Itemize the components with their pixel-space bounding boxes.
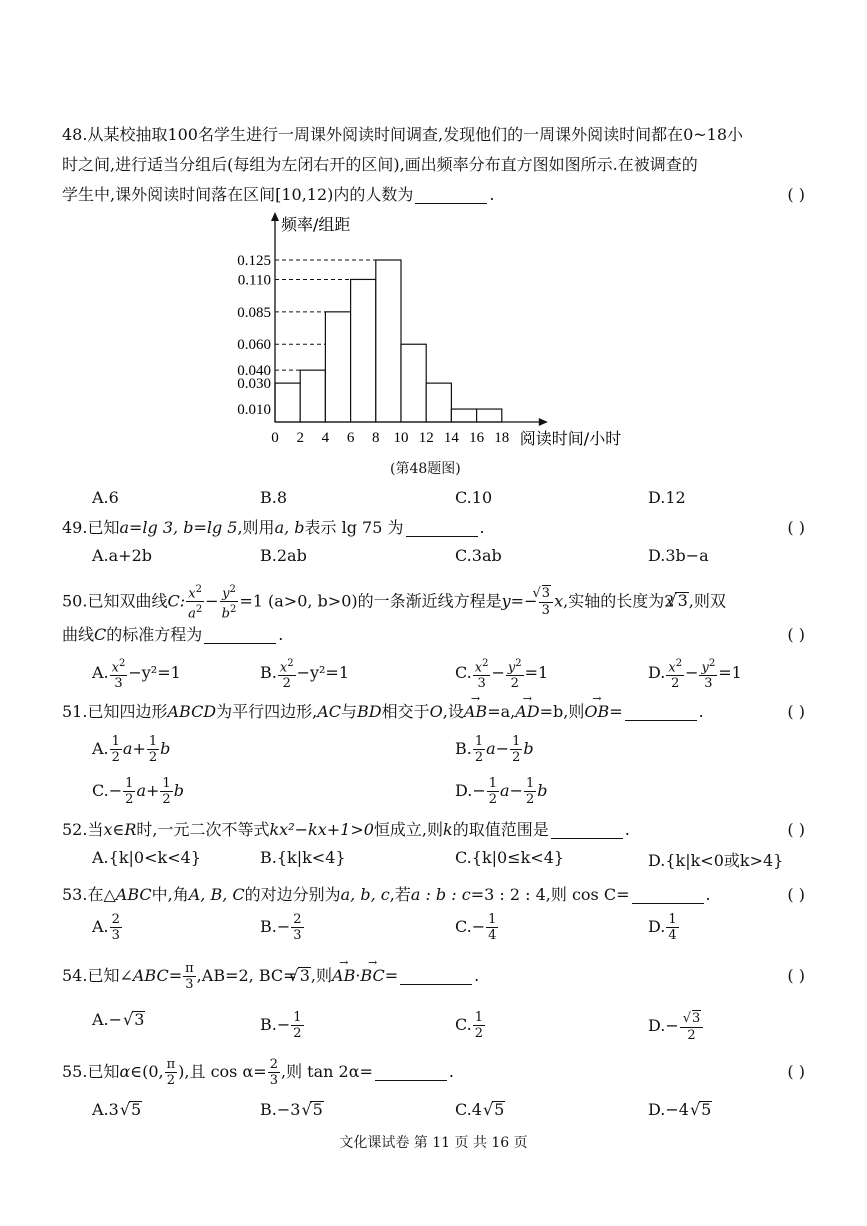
answer-blank	[625, 703, 697, 721]
histogram-bar	[477, 409, 502, 422]
answer-paren: ( )	[787, 625, 805, 644]
answer-paren: ( )	[787, 702, 805, 721]
y-tick-label: 0.040	[237, 363, 271, 380]
question-48	[62, 120, 807, 210]
question-51: 51.已知四边形ABCD为平行四边形,AC与BD相交于O,设→ AB=a,→ AD=b,则→ OB= . ( )	[62, 697, 807, 727]
histogram-bar	[426, 383, 451, 422]
x-axis-label: 阅读时间/小时	[519, 429, 622, 448]
q52-option-c: C.{k|0≤k<4}	[455, 848, 565, 867]
x-tick-label: 18	[494, 430, 510, 446]
q54-option-c: C. $\frac{1}{2}$	[455, 1010, 484, 1041]
q51-option-d: D.− $\frac{1}{2}$ a− $\frac{1}{2}$ b	[455, 776, 548, 807]
histogram-bar	[376, 260, 401, 422]
q54-option-b: B.− $\frac{1}{2}$	[260, 1010, 302, 1041]
q48-line1: 48.从某校抽取100名学生进行一周课外阅读时间调查,发现他们的一周课外阅读时间都在0~18小	[62, 125, 744, 144]
q49-option-c: C.3ab	[455, 546, 502, 565]
q53-option-a: A. $\frac{2}{3}$	[92, 912, 120, 943]
q50-option-d: D. $\frac{x^2}{2}$ − $\frac{y^2}{3}$ =1	[648, 658, 742, 692]
histogram-bar	[275, 383, 300, 422]
q48-option-d: D.12	[648, 488, 686, 507]
x-tick-label: 6	[346, 430, 355, 446]
histogram-bar	[300, 370, 325, 422]
q55-option-a: A.3√ 5	[92, 1100, 142, 1119]
x-tick-label: 14	[443, 430, 459, 446]
question-50: 50.已知双曲线C: $\frac{x^2}{a^2}$ − $\frac{y^2}{b^2}$ =1 (a>0, b>0)的一条渐近线方程是y=− √ $\frac{3}{3}$ x,实轴的长度为2√ 3,则双 曲线C的标准方程为 . ( )	[62, 582, 807, 650]
page-footer: 文化课试卷 第 11 页 共 16 页	[339, 1135, 528, 1151]
q52-option-a: A.{k|0<k<4}	[92, 848, 201, 867]
answer-blank	[375, 1063, 447, 1081]
x-tick-label: 2	[296, 430, 304, 446]
q53-option-c: C.− $\frac{1}{4}$	[455, 912, 497, 943]
q50-option-b: B. $\frac{x^2}{2}$ −y²=1	[260, 658, 350, 692]
answer-paren: ( )	[787, 885, 805, 904]
x-tick-label: 4	[321, 430, 330, 446]
answer-blank	[415, 186, 487, 204]
q48-line2: 时之间,进行适当分组后(每组为左闭右开的区间),画出频率分布直方图如图所示.在被调查的	[62, 155, 698, 174]
x-tick-label: 16	[469, 430, 485, 446]
histogram-bar	[401, 344, 426, 422]
answer-paren: ( )	[787, 820, 805, 839]
question-49: 49.已知a=lg 3, b=lg 5,则用a, b表示 lg 75 为 . ( )	[62, 513, 807, 543]
q53-option-d: D. $\frac{1}{4}$	[648, 912, 677, 943]
y-tick-label: 0.125	[237, 253, 271, 269]
q49-option-a: A.a+2b	[92, 546, 153, 565]
y-tick-label: 0.010	[237, 402, 271, 419]
x-axis-arrow	[539, 418, 548, 426]
q55-option-b: B.−3√ 5	[260, 1100, 324, 1119]
frequency-histogram	[220, 210, 660, 450]
answer-blank	[551, 821, 623, 839]
answer-blank	[400, 967, 472, 985]
q50-option-a: A. $\frac{x^2}{3}$ −y²=1	[92, 658, 181, 692]
q48-option-b: B.8	[260, 488, 288, 507]
answer-paren: ( )	[787, 1062, 805, 1081]
answer-paren: ( )	[787, 966, 805, 985]
q49-option-b: B.2ab	[260, 546, 307, 565]
q54-option-d: D.− √ $\frac{3}{2}$	[648, 1010, 704, 1043]
histogram-bar	[451, 409, 476, 422]
q51-option-b: B. $\frac{1}{2}$ a− $\frac{1}{2}$ b	[455, 734, 534, 765]
y-tick-label: 0.060	[237, 337, 271, 354]
q53-option-b: B.− $\frac{2}{3}$	[260, 912, 302, 943]
q48-option-c: C.10	[455, 488, 493, 507]
q49-option-d: D.3b−a	[648, 546, 709, 565]
q48-option-a: A.6	[92, 488, 119, 507]
q52-option-d: D.{k|k<0或k>4}	[648, 851, 784, 870]
y-tick-label: 0.030	[237, 376, 271, 393]
x-tick-label: 12	[418, 430, 434, 446]
question-55: 55.已知α∈(0, $\frac{\pi}{2}$ ),且 cos α= $\frac{2}{3}$ ,则 tan 2α= . ( )	[62, 1054, 807, 1090]
y-tick-label: 0.085	[237, 304, 271, 321]
q51-option-c: C.− $\frac{1}{2}$ a+ $\frac{1}{2}$ b	[92, 776, 184, 807]
x-tick-label: 0	[271, 430, 279, 446]
q55-option-c: C.4√ 5	[455, 1100, 505, 1119]
x-tick-label: 10	[393, 430, 409, 446]
answer-blank	[406, 519, 478, 537]
histogram-bar	[351, 279, 376, 422]
answer-blank	[632, 886, 704, 904]
q51-option-a: A. $\frac{1}{2}$ a+ $\frac{1}{2}$ b	[92, 734, 171, 765]
y-axis-arrow	[271, 212, 279, 221]
x-tick-label: 8	[372, 430, 380, 446]
question-52: 52.当x∈R时,一元二次不等式kx²−kx+1>0恒成立,则k的取值范围是 . ( )	[62, 815, 807, 845]
q48-line3: 学生中,课外阅读时间落在区间[10,12)内的人数为 . ( )	[62, 180, 807, 210]
q50-option-c: C. $\frac{x^2}{3}$ − $\frac{y^2}{2}$ =1	[455, 658, 549, 692]
y-axis-label: 频率/组距	[281, 215, 351, 234]
figure-caption: (第48题图)	[390, 461, 461, 477]
q52-option-b: B.{k|k<4}	[260, 848, 346, 867]
y-tick-label: 0.110	[237, 272, 271, 289]
q54-option-a: A.−√ 3	[92, 1010, 145, 1029]
q55-option-d: D.−4√ 5	[648, 1100, 712, 1119]
answer-blank	[204, 626, 276, 644]
answer-paren: ( )	[787, 185, 805, 204]
question-54: 54.已知∠ABC= $\frac{\pi}{3}$ ,AB=2, BC=√ 3,则→ AB·→ BC= . ( )	[62, 958, 807, 994]
histogram-bar	[325, 312, 350, 422]
answer-paren: ( )	[787, 518, 805, 537]
question-53: 53.在△ABC中,角A, B, C的对边分别为a, b, c,若a : b : c=3 : 2 : 4,则 cos C= . ( )	[62, 880, 807, 910]
